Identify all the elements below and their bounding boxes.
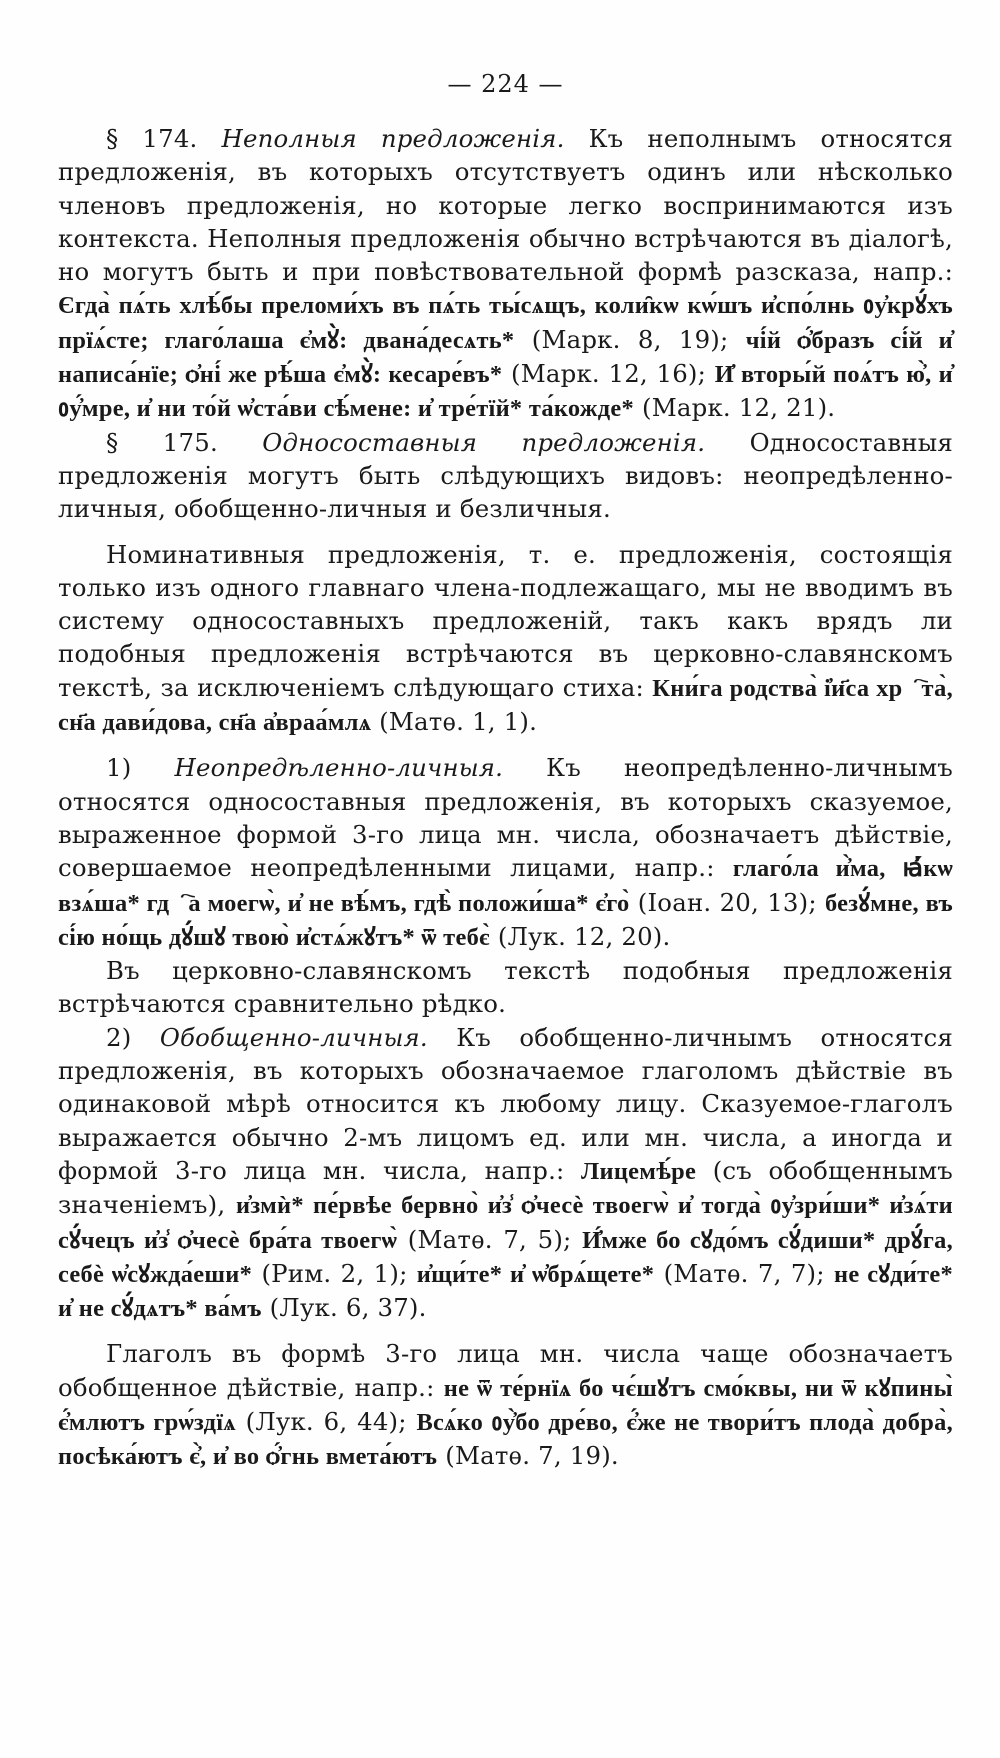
text-segment: § 175. xyxy=(106,427,263,457)
church-slavonic-quote: чі́й ѻ҆́бразъ сі́й и҆ написа́нїе; ѻ҆ні́ же рѣ́ша є҆мꙋ̀: кесаре́въ* xyxy=(58,326,954,389)
text-segment: Къ неопредѣленно-личнымъ относятся односоставныя предложенія, въ которыхъ сказуемое, выраженное формой 3-го лица мн. числа, обозначаетъ дѣйствіе, совершаемое неопредѣленными лицами, напр.: xyxy=(58,753,953,883)
citation: (Марк. 8, 19); xyxy=(514,324,746,354)
paragraph-nominative xyxy=(58,538,953,740)
citation: (Матѳ. 1, 1). xyxy=(371,707,538,737)
citation: (Матѳ. 7, 19). xyxy=(437,1441,619,1471)
text-segment: Къ обобщенно-личнымъ относятся предложенія, въ которыхъ обозначаемое глаголомъ дѣйствіе въ одинаковой мѣрѣ относится къ любому лицу. Сказуемое-глаголъ выражается обычно 2-мъ лицомъ ед. или мн. числа, а иногда и формой 3-го лица мн. числа, напр.: xyxy=(58,1022,954,1185)
church-slavonic-quote: Кни́га родства̀ і҆и҃са хрⷭ҇та̀, сн҃а дави́дова, сн҃а а҆враа́млѧ xyxy=(58,674,953,737)
church-slavonic-quote: Лицемѣ́ре xyxy=(581,1157,697,1185)
church-slavonic-quote: безꙋ́мне, въ сі́ю но́щь дꙋ́шꙋ твою̀ и҆стѧ́жꙋтъ* ѿ тебє̀ xyxy=(58,889,953,951)
text-segment: 1) xyxy=(106,753,175,783)
paragraph-third-person-plural xyxy=(58,1337,953,1473)
church-slavonic-quote: Єгда̀ пѧ́ть хлѣ́бы преломи́хъ въ пѧ́ть ты́сѧщъ, коли̑кѡ кѡ́шъ и҆спо́лнь ᲂу҆крꙋ́хъ прїѧ́сте; глаго́лаша є҆мꙋ̀: двана́десѧть* xyxy=(58,292,953,354)
citation: (Матѳ. 7, 7); xyxy=(654,1258,834,1288)
church-slavonic-quote: глаго́ла и҆̀ма, ꙗ҆́кѡ взѧ́ша* гдⷭ҇а моегѡ̀, и҆ не вѣ́мъ, гдѣ̀ положи́ша* є҆го̀ xyxy=(58,855,953,917)
citation: (Марк. 12, 21). xyxy=(634,393,836,423)
citation: (Лук. 12, 20). xyxy=(489,921,671,951)
church-slavonic-quote: Всѧ́ко ᲂу҆̀бо дре́во, є҆́же не твори́тъ плода̀ добра̀, посѣка́ютъ є҆̀, и҆ во ѻ҆́гнь вмета́ютъ xyxy=(58,1408,953,1471)
text-segment: Номинативныя предложенія, т. е. предложенія, состоящія только изъ одного главнаго члена-подлежащаго, мы не вводимъ въ систему односоставныхъ предложеній, такъ какъ врядъ ли подобныя предложенія встрѣчаются въ церковно-славянскомъ текстѣ, за исключеніемъ слѣдующаго стиха: xyxy=(58,539,953,702)
section-heading-174: Неполныя предложенія. xyxy=(221,124,565,153)
church-slavonic-quote: не ѿ те́рнїѧ бо чє́шꙋтъ смо́квы, ни ѿ кꙋпины̀ є҆́млютъ грѡ́здїѧ xyxy=(58,1374,953,1436)
book-page xyxy=(58,70,953,1474)
church-slavonic-quote: не сꙋди́те* и҆ не сꙋ́дѧтъ* ва́мъ xyxy=(58,1260,953,1323)
church-slavonic-quote: и҆змѝ* пе́рвѣе бервно̀ и҆з̾ ѻ҆чесѐ твоегѡ̀ и҆ тогда̀ ᲂу҆зри́ши* и҆зѧ́ти сꙋ́чецъ и҆з̾ ѻ҆чесѐ бра́та твоегѡ̀ xyxy=(58,1192,953,1254)
paragraph-indefinite-personal xyxy=(58,751,953,954)
text-segment: Къ неполнымъ относятся предложенія, въ которыхъ отсутствуетъ одинъ или нѣсколько членовъ предложенія, но которые легко воспринимаются изъ контекста. Неполныя предложенія обычно встрѣчаются въ діалогѣ, но могутъ быть и при повѣствовательной формѣ разсказа, напр.: xyxy=(58,124,953,287)
citation: (Іоан. 20, 13); xyxy=(629,887,825,917)
church-slavonic-quote: и҆щи́те* и҆ ѡ҆брѧ́щете* xyxy=(416,1260,655,1288)
text-segment: § 174. xyxy=(106,124,222,153)
paragraph-rare xyxy=(58,954,953,1021)
text-segment: Въ церковно-славянскомъ текстѣ подобныя предложенія встрѣчаются сравнительно рѣдко. xyxy=(58,956,953,1019)
paragraph-175 xyxy=(58,426,953,526)
church-slavonic-quote: И҆ вторы́й поѧ́тъ ю҆̀, и҆ ᲂу҆́мре, и҆ ни то́й ѡ҆ста́ви сѣ́мене: и҆ тре́тїй* та́кожде* xyxy=(58,361,953,423)
text-segment: 2) xyxy=(106,1022,160,1052)
text-segment: Глаголъ въ формѣ 3-го лица мн. числа чаще обозначаетъ обобщенное дѣйствіе, напр.: xyxy=(58,1339,953,1402)
citation: (Матѳ. 7, 5); xyxy=(397,1224,583,1254)
citation: (съ обобщеннымъ значеніемъ), xyxy=(58,1155,953,1220)
citation: (Марк. 12, 16); xyxy=(502,359,715,389)
paragraph-174 xyxy=(58,122,953,426)
subheading-indefinite-personal: Неопредѣленно-личныя. xyxy=(174,753,504,783)
citation: (Лук. 6, 44); xyxy=(235,1406,417,1436)
page-number: — 224 — xyxy=(447,70,564,98)
subheading-generalized-personal: Обобщенно-личныя. xyxy=(159,1022,428,1052)
citation: (Лук. 6, 37). xyxy=(261,1293,427,1323)
citation: (Рим. 2, 1); xyxy=(252,1258,417,1288)
section-heading-175: Односоставныя предложенія. xyxy=(262,427,706,457)
paragraph-generalized-personal xyxy=(58,1021,953,1326)
church-slavonic-quote: И҆́мже бо сꙋдо́мъ сꙋ́диши* дрꙋ́га, себѐ ѡ҆сꙋжда́еши* xyxy=(58,1226,954,1288)
text-segment: Односоставныя предложенія могутъ быть слѣдующихъ видовъ: неопредѣленно-личныя, обобщенно-личныя и безличныя. xyxy=(58,427,953,524)
